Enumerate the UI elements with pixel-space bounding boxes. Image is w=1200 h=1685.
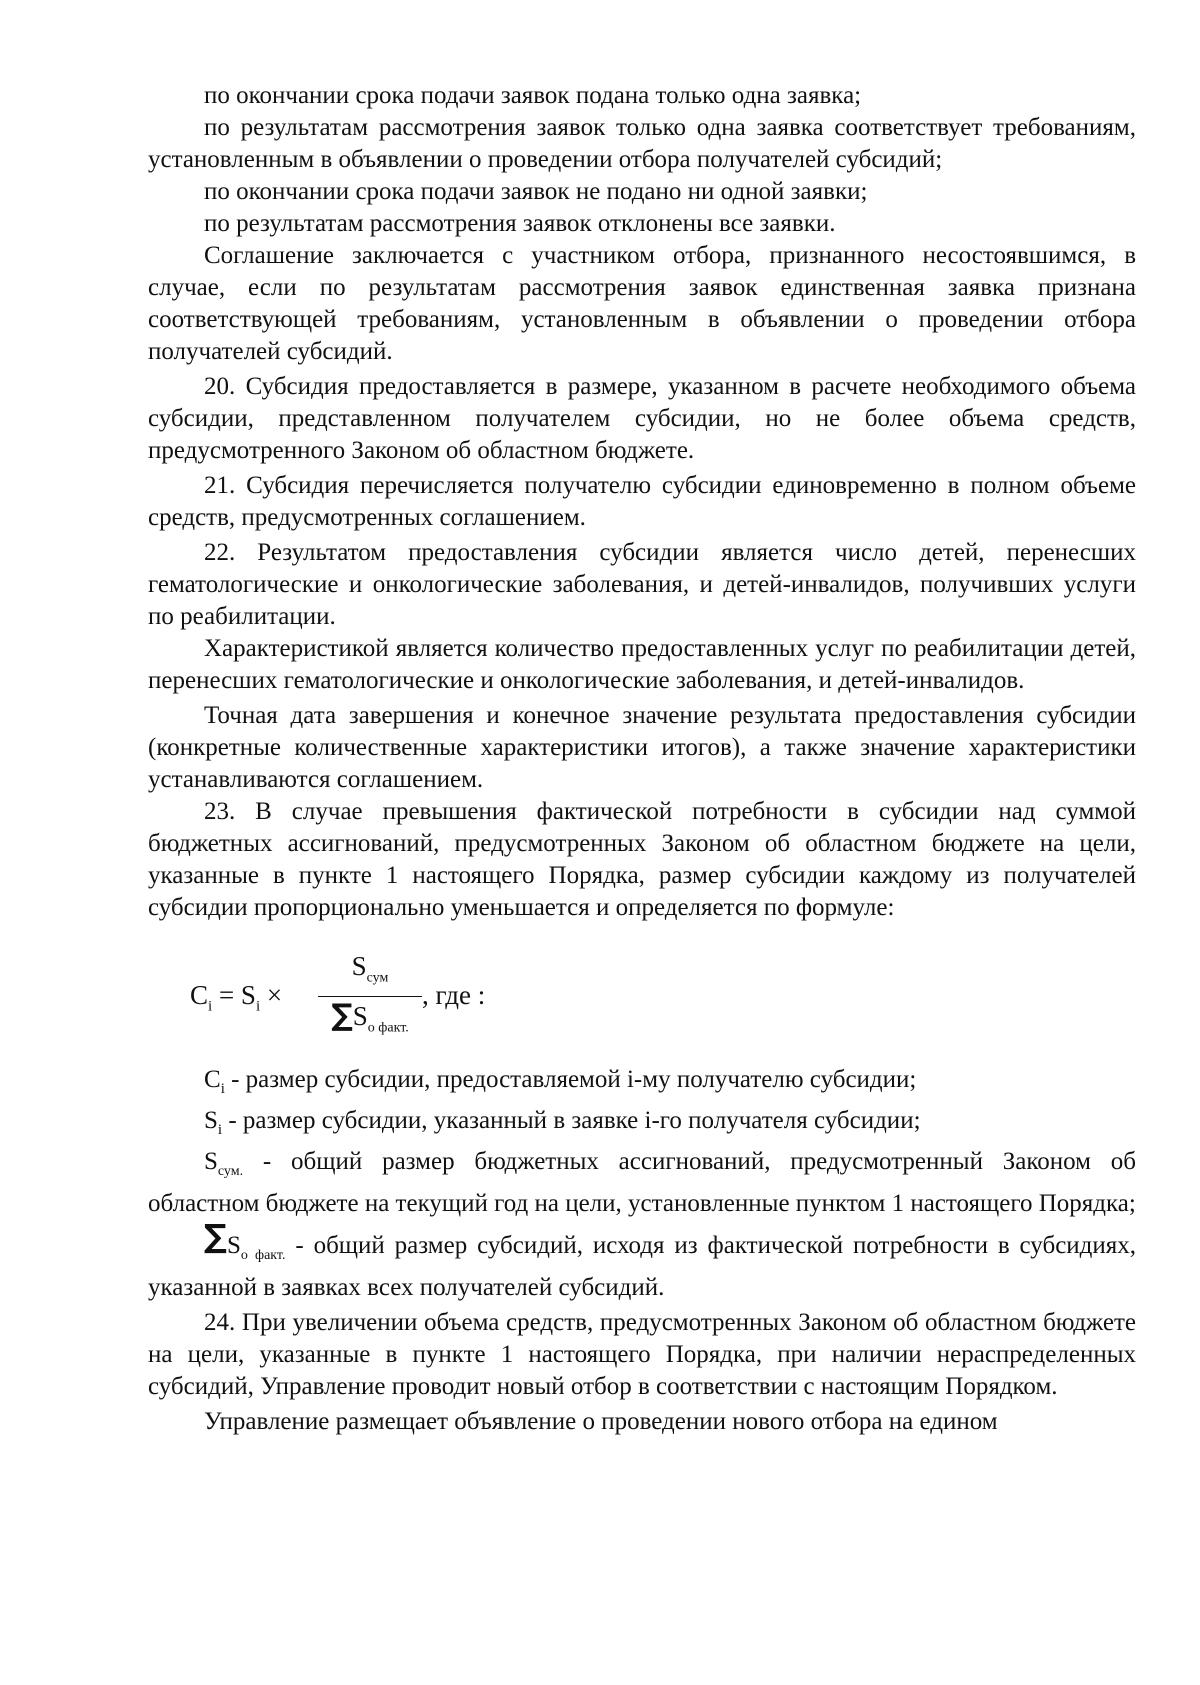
formula-numerator <box>318 950 422 997</box>
def-ssum-sub: сум. <box>217 1164 244 1179</box>
paragraph-2: по результатам рассмотрения заявок только одна заявка соответствует требованиям, установленным в объявлении о проведении отбора получателей субсидий; <box>148 114 1136 173</box>
formula-c-sub: i <box>208 998 213 1015</box>
formula-denominator <box>318 997 422 1044</box>
formula-den-s: S <box>352 1001 368 1032</box>
formula-num-s: S <box>351 951 367 981</box>
def-ssum-symbol: S <box>204 1148 218 1175</box>
paragraph-22: 22. Результатом предоставления субсидии является число детей, перенесших гематологические и онкологические заболевания, и детей-инвалидов, получивших услуги по реабилитации. <box>148 539 1136 630</box>
formula-s-sub: i <box>255 998 261 1015</box>
paragraph-4: по результатам рассмотрения заявок отклонены все заявки. <box>204 210 836 237</box>
paragraph-3: по окончании срока подачи заявок не подано ни одной заявки; <box>204 178 868 205</box>
definition-si <box>148 1105 1136 1146</box>
formula-fraction <box>318 950 422 1045</box>
formula-lhs <box>190 979 282 1022</box>
sigma-symbol: ∑ <box>331 998 353 1034</box>
formula-where: , где : <box>422 980 486 1010</box>
paragraph-exact-date: Точная дата завершения и конечное значение результата предоставления субсидии (конкретные количественные характеристики итогов), а также значение характеристики устанавливаются соглашением. <box>148 702 1136 793</box>
paragraph-new-selection: Управление размещает объявление о проведении нового отбора на едином <box>204 1408 998 1435</box>
definition-ci <box>148 1064 1136 1105</box>
paragraph-24: 24. При увеличении объема средств, предусмотренных Законом об областном бюджете на цели, указанные в пункте 1 настоящего Порядка, при наличии нераспределенных субсидий, Управление проводит новый отбор в соответствии с настоящим Порядком. <box>148 1309 1136 1400</box>
formula-c: C <box>190 980 209 1010</box>
formula-times: × <box>260 980 283 1010</box>
paragraph-5: Соглашение заключается с участником отбора, признанного несостоявшимся, в случае, если по результатам рассмотрения заявок единственная заявка признана соответствующей требованиям, установленным в объявлении о проведении отбора получателей субсидий. <box>148 242 1136 365</box>
paragraph-20: 20. Субсидия предоставляется в размере, указанном в расчете необходимого объема субсидии, представленном получателем субсидии, но не более объема средств, предусмотренного Законом об областном бюджете. <box>148 373 1136 464</box>
def-sigma-icon: ∑ <box>204 1217 227 1255</box>
formula-eq: = <box>212 980 241 1010</box>
def-ci-text: - размер субсидии, предоставляемой i-му получателю субсидии; <box>224 1066 917 1093</box>
definition-sigma <box>148 1217 1137 1304</box>
subsidy-formula <box>148 924 1136 1064</box>
def-sigma-symbol: S <box>226 1232 241 1259</box>
def-sigma-text: - общий размер субсидий, исходя из фактической потребности в субсидиях, указанной в заявках всех получателей субсидий. <box>148 1232 1137 1301</box>
formula-num-sub: сум <box>366 970 389 986</box>
def-ci-sub: i <box>220 1081 225 1097</box>
formula-den-sub: о факт. <box>367 1020 409 1036</box>
paragraph-21: 21. Субсидия перечисляется получателю субсидии единовременно в полном объеме средств, предусмотренных соглашением. <box>148 472 1136 531</box>
paragraph-characteristic: Характеристикой является количество предоставленных услуг по реабилитации детей, перенесших гематологические и онкологические заболевания, и детей-инвалидов. <box>148 635 1136 694</box>
paragraph-1: по окончании срока подачи заявок подана только одна заявка; <box>204 82 862 109</box>
document-body <box>148 80 1136 1438</box>
formula-s: S <box>240 980 256 1010</box>
def-si-text: - размер субсидии, указанный в заявке i-го получателя субсидии; <box>222 1107 921 1134</box>
def-sigma-sub: о факт. <box>240 1248 286 1263</box>
def-si-sub: i <box>217 1122 223 1138</box>
def-ci-symbol: C <box>204 1066 221 1093</box>
def-ssum-text: - общий размер бюджетных ассигнований, предусмотренный Законом об областном бюджете на текущий год на цели, установленные пунктом 1 настоящего Порядка; <box>148 1148 1136 1217</box>
definition-ssum <box>148 1146 1136 1220</box>
paragraph-23: 23. В случае превышения фактической потребности в субсидии над суммой бюджетных ассигнований, предусмотренных Законом об областном бюджете на цели, указанные в пункте 1 настоящего Порядка, размер субсидии каждому из получателей субсидии пропорционально уменьшается и определяется по формуле: <box>148 798 1136 921</box>
def-si-symbol: S <box>204 1107 218 1134</box>
